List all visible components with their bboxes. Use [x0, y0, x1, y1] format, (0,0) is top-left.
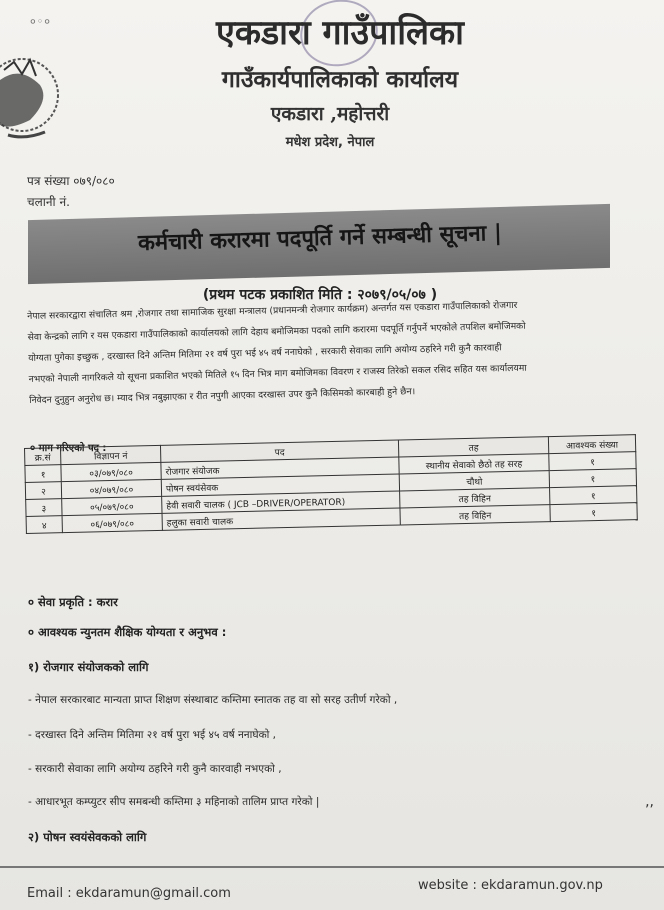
- footer-website: website : ekdaramun.gov.np: [418, 878, 603, 893]
- cell-level: तह विहिन: [400, 488, 550, 508]
- paragraph-line: सेवा केन्द्रको लागि र यस एकडारा गाउँपालिकाको कार्यालयको लागि देहाय बमोजिमका पदको लागि करारमा पदपूर्ति गर्नुपर्ने भएकोले तपशिल बमोजिमको: [27, 320, 526, 343]
- cell-ad-no: ०६/०७९/०८०: [62, 513, 162, 532]
- col-ad-no: विज्ञापन नं: [61, 445, 161, 464]
- col-post: पद: [160, 440, 398, 462]
- cell-serial: १: [25, 465, 61, 483]
- cell-level: तह विहिन: [400, 505, 550, 525]
- qualification-heading: ० आवश्यक न्युनतम शैक्षिक योग्यता र अनुभव :: [28, 625, 227, 639]
- requirement-item: - आधारभूत कम्प्युटर सीप समबन्धी कम्तिमा ३ महिनाको तालिम प्राप्त गरेको |: [28, 796, 320, 808]
- org-title: एकडारा गाउँपालिका: [216, 13, 464, 53]
- cell-serial: ३: [26, 499, 62, 517]
- cell-post: रोजगार संयोजक: [161, 457, 399, 479]
- org-place: एकडारा ,महोत्तरी: [270, 103, 390, 125]
- nutrition-heading: २) पोषन स्वयंसेवकको लागि: [28, 830, 147, 844]
- cell-post: पोषन स्वयंसेवक: [161, 474, 399, 496]
- col-count: आवश्यक संख्या: [548, 435, 635, 454]
- cell-ad-no: ०४/०७९/०८०: [61, 479, 161, 498]
- requirement-item: - सरकारी सेवाका लागि अयोग्य ठहरिने गरी कुनै कारवाही नभएको ,: [28, 763, 282, 775]
- cell-count: १: [549, 469, 636, 488]
- cell-count: १: [550, 503, 637, 522]
- notice-title: कर्मचारी करारमा पदपूर्ति गर्ने सम्बन्धी सूचना |: [137, 219, 503, 257]
- posts-table: [24, 434, 638, 534]
- cell-serial: ४: [26, 516, 62, 534]
- cell-post: हलुका सवारी चालक: [162, 508, 400, 530]
- nepal-emblem-icon: [0, 40, 70, 150]
- requirement-item: - नेपाल सरकारबाट मान्यता प्राप्त शिक्षण संस्थाबाट कम्तिमा स्नातक तह वा सो सरह उतीर्ण गरेको ,: [28, 694, 398, 706]
- cell-level: चौथो: [399, 471, 549, 491]
- paragraph-line: नेपाल सरकारद्वारा संचालित श्रम ,रोजगार तथा सामाजिक सुरक्षा मन्त्रालय (प्रधानमन्त्री रोजगार कार्यक्रम) अन्तर्गत यस एकडारा गाउँपालिकाको रोजगार: [27, 299, 518, 322]
- paragraph-line: निवेदन दुनुहुन अनुरोध छ। म्याद भित्र नबुझाएका र रीत नपुगी आएका दरखास्त उपर कुनै किसिमको कारबाही हुने छैन।: [29, 386, 416, 406]
- notice-paragraph: [27, 292, 629, 411]
- footer-email: Email : ekdaramun@gmail.com: [27, 886, 231, 901]
- paragraph-line: नभएको नेपाली नागरिकले यो सूचना प्रकाशित भएको मितिले १५ दिन भित्र माग बमोजिमका विवरण र राजस्व तिरेको सकल रसिद सहित यस कार्यालयमा: [28, 362, 527, 385]
- posts-heading: ० माग गरिएको पद :: [30, 443, 107, 454]
- coordinator-heading: १) रोजगार संयोजकको लागि: [28, 660, 149, 674]
- footer-divider: [0, 866, 664, 868]
- org-office: गाउँकार्यपालिकाको कार्यालय: [221, 66, 459, 93]
- service-nature: ० सेवा प्रकृति : करार: [28, 595, 118, 609]
- dispatch-number: चलानी नं.: [27, 195, 70, 209]
- paragraph-line: योग्यता पुगेका इच्छुक , दरखास्त दिने अन्तिम मितिमा २१ वर्ष पुरा भई ४५ वर्ष ननाघेको , सरकारी सेवाका लागि अयोग्य ठहरिने गरी कुनै कारवाही: [28, 342, 502, 364]
- requirement-item: - दरखास्त दिने अन्तिम मितिमा २१ वर्ष पुरा भई ४५ वर्ष ननाघेको ,: [28, 729, 277, 741]
- cell-level: स्थानीय सेवाको छैठो तह सरह: [399, 454, 549, 474]
- corner-mark: ०◦०: [30, 15, 51, 28]
- letter-number: पत्र संख्या ०७९/०८०: [27, 174, 115, 188]
- cell-ad-no: ०५/०७९/०८०: [62, 496, 162, 515]
- cell-count: १: [550, 486, 637, 505]
- col-serial: क्र.सं: [25, 448, 61, 466]
- cell-post: हेवी सवारी चालक ( JCB –DRIVER/OPERATOR): [162, 491, 400, 513]
- stray-mark: ‚,: [645, 794, 654, 810]
- org-province: मधेश प्रदेश, नेपाल: [285, 135, 375, 150]
- col-level: तह: [398, 437, 548, 457]
- publish-date: (प्रथम पटक प्रकाशित मिति : २०७९/०५/०७ ): [202, 287, 438, 303]
- cell-count: १: [549, 452, 636, 471]
- cell-ad-no: ०३/०७९/०८०: [61, 462, 161, 481]
- cell-serial: २: [25, 482, 61, 500]
